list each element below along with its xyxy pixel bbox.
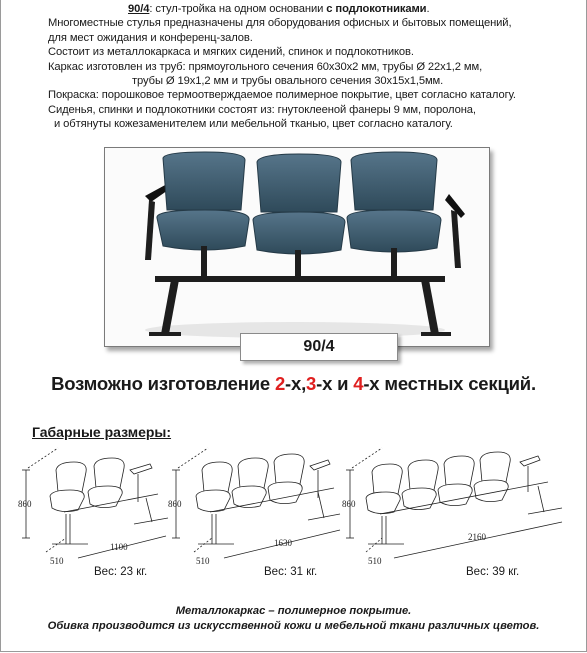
sections-banner [0, 373, 587, 395]
drawing-4-height: 860 [342, 499, 356, 509]
weight-2-seat: Вес: 23 кг. [94, 566, 148, 578]
desc-line-1-bold: с подлокотниками [326, 3, 427, 15]
sections-prefix: Возможно изготовление [51, 373, 275, 394]
drawing-2-seat-svg [18, 440, 178, 570]
sections-s2: -х, [285, 373, 307, 394]
sections-s3: -х и [316, 373, 354, 394]
footer-line-1: Металлокаркас – полимерное покрытие. [175, 605, 412, 617]
drawing-4-depth: 510 [368, 556, 382, 566]
desc-line-9: и обтянуты кожезаменителем или мебельной тканью, цвет согласно каталогу. [54, 118, 453, 131]
desc-line-1-end: . [426, 3, 430, 15]
drawing-3-depth: 510 [196, 556, 210, 566]
drawing-2-depth: 510 [50, 556, 64, 566]
chair-photo-illustration [105, 148, 489, 346]
drawing-4-length: 2160 [468, 532, 486, 542]
model-label: 90/4 [240, 333, 398, 361]
sections-n2: 2 [274, 373, 286, 394]
desc-line-4: Состоит из металлокаркаса и мягких сидений, спинок и подлокотников. [48, 46, 414, 59]
desc-line-6: трубы Ø 19х1,2 мм и трубы овального сечения 30х15х1,5мм. [132, 75, 444, 88]
drawing-2-length: 1100 [110, 542, 128, 552]
drawing-3-seat-svg [168, 440, 348, 570]
sections-n3: 3 [306, 373, 317, 394]
drawing-4-seat-svg [342, 440, 572, 570]
footer-line-2: Обивка производится из искусственной кожи и мебельной ткани различных цветов. [47, 620, 540, 632]
desc-line-1 [48, 2, 578, 16]
model-code: 90/4 [128, 3, 150, 15]
footer-note [0, 604, 587, 634]
weight-4-seat: Вес: 39 кг. [466, 566, 520, 578]
drawing-2-seat [18, 440, 178, 575]
sections-n4: 4 [353, 373, 364, 394]
sections-suffix: -х местных секций. [363, 373, 536, 394]
desc-line-2: Многоместные стулья предназначены для оборудования офисных и бытовых помещений, [48, 17, 512, 30]
dimensions-title: Габарные размеры: [32, 424, 172, 440]
drawing-2-height: 860 [18, 499, 32, 509]
product-photo [104, 147, 490, 347]
drawing-4-seat [342, 440, 572, 575]
weight-3-seat: Вес: 31 кг. [264, 566, 318, 578]
desc-line-8: Сиденья, спинки и подлокотники состоят из: гнутоклееной фанеры 9 мм, поролона, [48, 103, 476, 116]
desc-line-3: для мест ожидания и конференц-залов. [48, 31, 253, 44]
desc-line-7: Покраска: порошковое термоотверждаемое полимерное покрытие, цвет согласно каталогу. [48, 89, 516, 102]
desc-line-5: Каркас изготовлен из труб: прямоугольного сечения 60х30х2 мм, трубы Ø 22х1,2 мм, [48, 60, 483, 73]
product-description [48, 2, 578, 132]
drawing-3-length: 1630 [274, 538, 292, 548]
drawing-3-seat [168, 440, 348, 575]
desc-line-1-text: : стул-тройка на одном основании [149, 3, 327, 15]
drawing-3-height: 860 [168, 499, 182, 509]
